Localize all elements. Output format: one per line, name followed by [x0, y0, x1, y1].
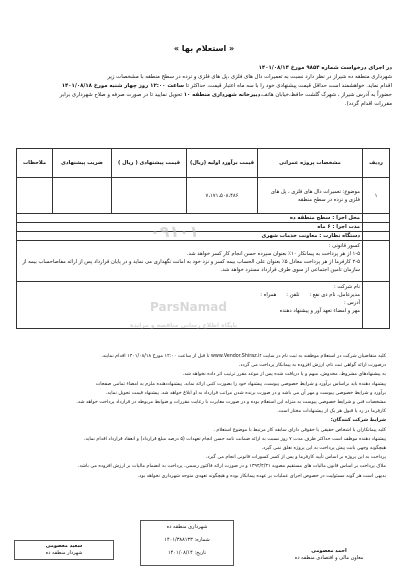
row-estimate: ۷،۱۷۱،۵۰۸،۴۸۶: [187, 178, 258, 214]
row-offer-factor[interactable]: [53, 178, 112, 214]
col-offer-factor: ضریب پیشنهادی: [53, 149, 112, 178]
list-item: پرداخت به این پروژه بر اساس تأیید کارفرما و پس از کسر کسورات قانونی انجام می گیرد.: [205, 455, 386, 461]
col-offer-price: قیمت پیشنهادی ( ریال ): [112, 149, 187, 178]
col-remarks: ملاحظات: [17, 149, 53, 178]
intro-block: [22, 64, 392, 109]
list-item: به پیشنهادهای مشروط، مخدوش، مبهم و یا دریافت شده پس از موعد مقرر ترتیب اثر داده نخواهد شد.: [182, 372, 386, 378]
list-item: بدیهی است هر گونه مسئولیت در خصوص اجرای عملیات بر عهده پیمانکار بوده و هیچگونه تعهدی متوجه شهرداری نخواهد بود.: [137, 473, 386, 479]
signature-mayor: سعید معصومی شهردار منطقه ده: [14, 540, 114, 560]
list-item: برآورد و شرایط خصوصی پیوست و مهر آن می باشد و در صورت برنده شدن مراتب قرارداد به او ابلاغ خواهد شد. پیشنهاد قیمت تحویل نماید.: [105, 390, 386, 396]
list-item: کارفرما در رد یا قبول هر یک از پیشنهادات مختار است.: [277, 409, 386, 415]
row-offer-price[interactable]: [112, 178, 187, 214]
list-item: مشخصات فنی و شرایط خصوصی پیوست به منزله این استعلام بوده و در صورت مغایرت با رعایت مقررات و ضوابط مربوطه در قرارداد پرداخت خواهد شد.: [76, 400, 386, 406]
notes-list: [16, 352, 386, 481]
watermark-number: ۰۹۱۰۱: [150, 222, 199, 241]
supervisor: دستگاه نظارت : معاونت خدمات شهری: [17, 232, 363, 241]
intro-address: حضوراً به آدرس شیراز ، شهرک گلشت حافظ،خیابان هاتف،دبیرخانه شهرداری منطقه ۱۰ تحویل نمایید تا در صورت صرفه و صلاح شهرداری برابر: [59, 92, 392, 98]
list-item: کلیه متقاضیان شرکت در استعلام موظفند به ثبت نام در سایت www.Vendor.Shiraz.ir تا قبل از ساعت ۱۲:۰۰ مورخ ۱۴۰۱/۰۸/۱۸ اقدام نمایند.: [101, 354, 386, 359]
intro-closing: مقررات اقدام گردد).: [344, 101, 392, 107]
row-index: ۱: [363, 178, 390, 214]
duration: مدت اجرا : ۶ ماه: [17, 223, 363, 232]
company-name-field[interactable]: نام شرکت :: [333, 284, 360, 290]
table-row: [17, 178, 390, 214]
legal-deductions: کسور قانونی : ۱-۵ از هر پرداخت به پیمانکار ۱۰٪ بعنوان سپرده حسن انجام کار کسر خواهد شد. ۲-۵ کارفرما از هر پرداخت معادل ۵٪ بعنوان علی الحساب بیمه کسر و نزد خود به امانت نگهداری می نماید و در پایان قرارداد پس از ارائه مفاصاحساب بیمه از سازمان تامین اجتماعی از سوی طرف قرارداد مسترد خواهد شد.: [17, 241, 363, 282]
address-field[interactable]: آدرس :: [344, 300, 360, 306]
ceo-name-field[interactable]: مدیرعامل، نام ذی نفع : تلفن : همراه :: [260, 292, 360, 298]
list-item: پیشنهاد دهنده باید براساس برآورد و شرایط خصوصی پیوست، پیشنهاد خود را بصورت کتبی ارائه نماید. پیشنهاددهنده ملزم به امضاء تمامی صفحات: [95, 381, 386, 387]
list-item: ملاک پرداخت بر اساس قانون مالیات های مستقیم مصوبه ۱۳۹۴/۴/۳۱ و در صورت ارائه فاکتور رسمی، پرداخت به انضمام مالیات بر ارزش افزوده می باشد.: [77, 464, 386, 470]
watermark-brand: ParsNamad: [150, 300, 227, 314]
intro-instructions: اقدام نماید. خواهشمند است حداقل قیمت پیشنهادی خود را با سه ماه اعتبار قیمت، حداکثر تا ساعت ۱۲:۰۰ روز چهار شنبه مورخ ۱۴۰۱/۰۸/۱۸: [61, 83, 392, 89]
list-item: پیشنهاد دهنده موظف است حداکثر ظرف مدت ۷ روز نسبت به ارائه ضمانت نامه حسن انجام تعهدات (۵ درصد مبلغ قرارداد) و انعقاد قرارداد اقدام نماید.: [83, 436, 386, 442]
watermark-slogan: پایگاه اطلاع رسانی مناقصه و مزایده: [130, 322, 238, 329]
col-estimate: قیمت برآورد اولیه (ریال): [187, 149, 258, 178]
deadline: ساعت ۱۲:۰۰ روز چهار شنبه مورخ ۱۴۰۱/۰۸/۱۸: [61, 83, 185, 89]
col-index: ردیف: [363, 149, 390, 178]
request-number: در اجرای درخواست شماره ۹۸۵۴ مورخ ۱۴۰۱/۰۸/۱۴: [258, 65, 392, 71]
list-item: درصورت ارائه گواهی ثبت نام، ارزش افزوده به پیمانکار پرداخت می گردد.: [238, 363, 386, 369]
list-item: شرایط شرکت کنندگان:: [330, 418, 386, 424]
signature-deputy: احمد معصومی معاون مالی و اقتصادی منطقه ده: [294, 548, 364, 561]
document-title: « استعلام بها »: [173, 44, 235, 53]
row-remarks: [17, 178, 53, 214]
location: محل اجرا : سطح منطقه ده: [17, 214, 363, 223]
table-header-row: [17, 149, 390, 178]
list-item: کلیه پیمانکاران با اشخاص حقیقی یا حقوقی دارای سابقه کار مرتبط با موضوع استعلام .: [213, 427, 386, 433]
intro-subject: شهرداری منطقه ده شیراز در نظر دارد نسبت به تعمیرات دال های فلزی ،پل های فلزی و نرده در سطح منطقه با مشخصات زیر: [107, 74, 392, 80]
registration-stamp: شهرداری منطقه ده شماره: ۱۴۰۱/۳۸۸۱۳۳ تاریخ: ۱۴۰۱/۰۸/۱۴: [140, 520, 234, 566]
list-item: هیچگونه وجهی بابت پیش پرداخت به این پروژه تعلق نمی گیرد.: [261, 446, 386, 452]
office-name: دبیرخانه شهرداری منطقه ۱۰: [183, 92, 261, 98]
col-description: مشخصات پروژه عمرانی: [258, 149, 363, 178]
row-description: موضوع: تعمیرات دال های فلزی ، پل های فلزی و نرده در سطح منطقه: [258, 178, 363, 214]
seal-line: مهر و امضاء تعهد آور و پیشنهاد دهنده: [279, 308, 360, 314]
